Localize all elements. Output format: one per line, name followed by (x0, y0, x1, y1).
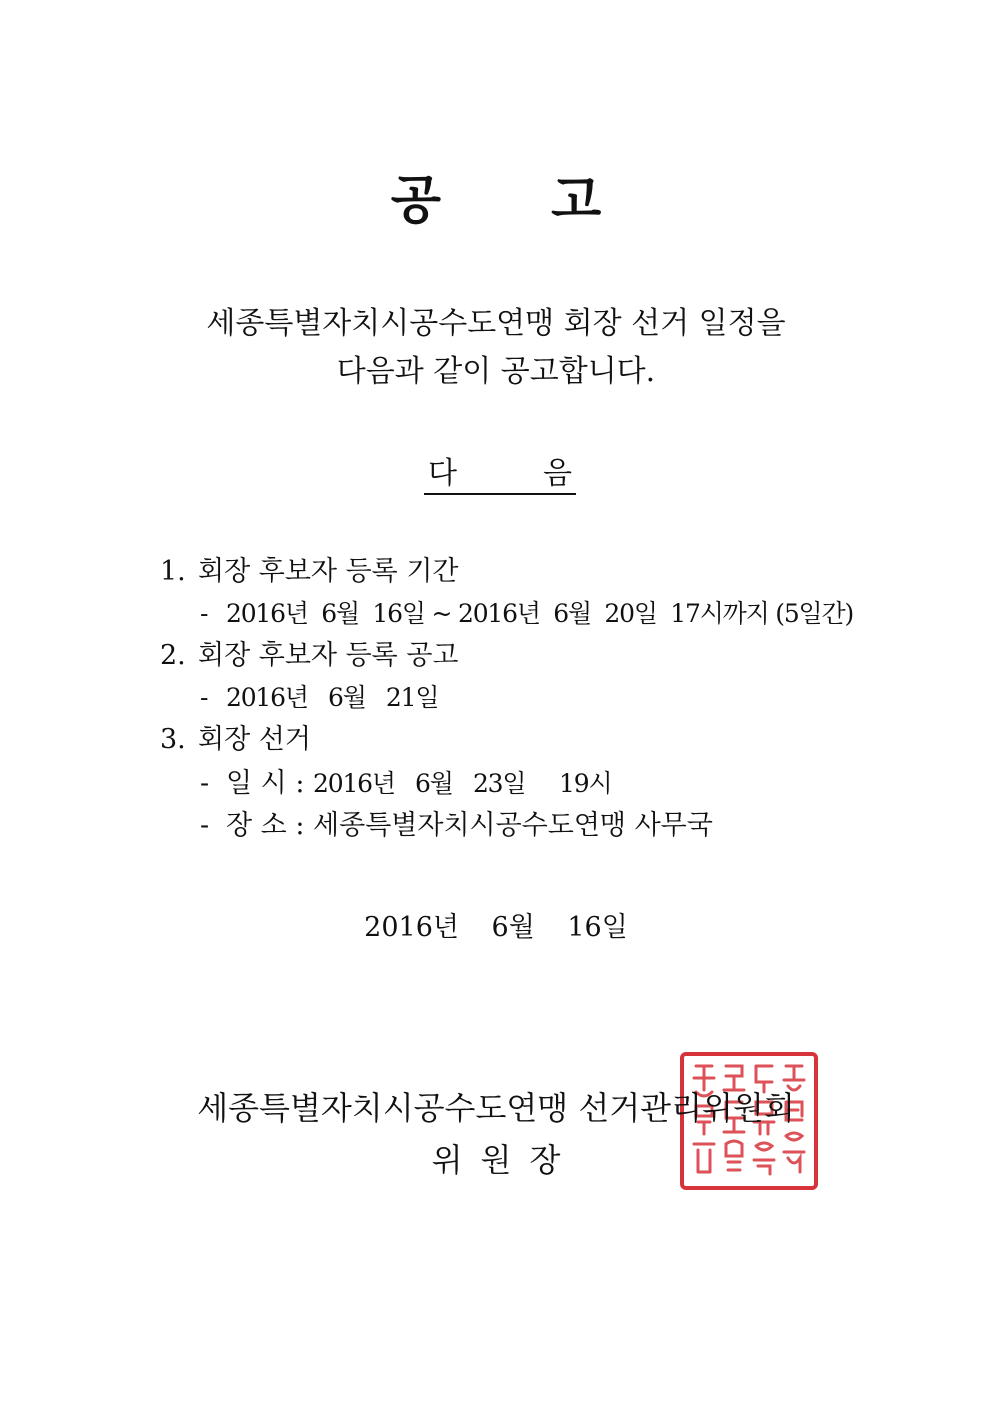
list-item-title (160, 552, 459, 592)
document-title (0, 158, 992, 233)
list-item-detail (160, 594, 853, 634)
heading-char-2: 음 (543, 456, 572, 491)
organization-name: 세종특별자치시공수도연맹 선거관리위원회 (197, 1089, 795, 1127)
intro-paragraph (0, 300, 992, 396)
item-detail: 2016년 6월 21일 (226, 683, 439, 712)
intro-line-2: 다음과 같이 공고합니다. (336, 354, 656, 389)
section-heading (424, 455, 576, 495)
issue-date: 2016년 6월 16일 (364, 912, 628, 943)
item-number: 2. (160, 640, 186, 671)
item-title: 회장 후보자 등록 기간 (198, 556, 459, 587)
list-item-detail (160, 764, 611, 804)
list-item-detail (160, 806, 713, 846)
list-item-detail (160, 678, 438, 718)
item-number: 3. (160, 724, 186, 755)
intro-line-1: 세종특별자치시공수도연맹 회장 선거 일정을 (206, 306, 786, 341)
title-char-2: 고 (551, 170, 602, 231)
issuer-block (0, 1082, 992, 1186)
list-item-title (160, 720, 311, 760)
title-char-1: 공 (390, 170, 441, 231)
item-number: 1. (160, 556, 186, 587)
dash-marker: - (200, 810, 210, 841)
list-item-title (160, 636, 459, 676)
heading-char-1: 다 (428, 456, 457, 491)
detail-label: 일 시 : (226, 768, 305, 799)
detail-value: 2016년 6월 23일 19시 (313, 769, 612, 798)
dash-marker: - (200, 768, 210, 799)
item-title: 회장 선거 (198, 724, 311, 755)
item-title: 회장 후보자 등록 공고 (198, 640, 459, 671)
item-detail: 2016년 6월 16일 ~ 2016년 6월 20일 17시까지 (5일간) (226, 599, 854, 628)
signatory-position: 위원장 (431, 1141, 579, 1179)
dash-marker: - (200, 683, 208, 712)
dash-marker: - (200, 599, 208, 628)
detail-value: 세종특별자치시공수도연맹 사무국 (313, 810, 713, 841)
detail-label: 장 소 : (226, 810, 305, 841)
